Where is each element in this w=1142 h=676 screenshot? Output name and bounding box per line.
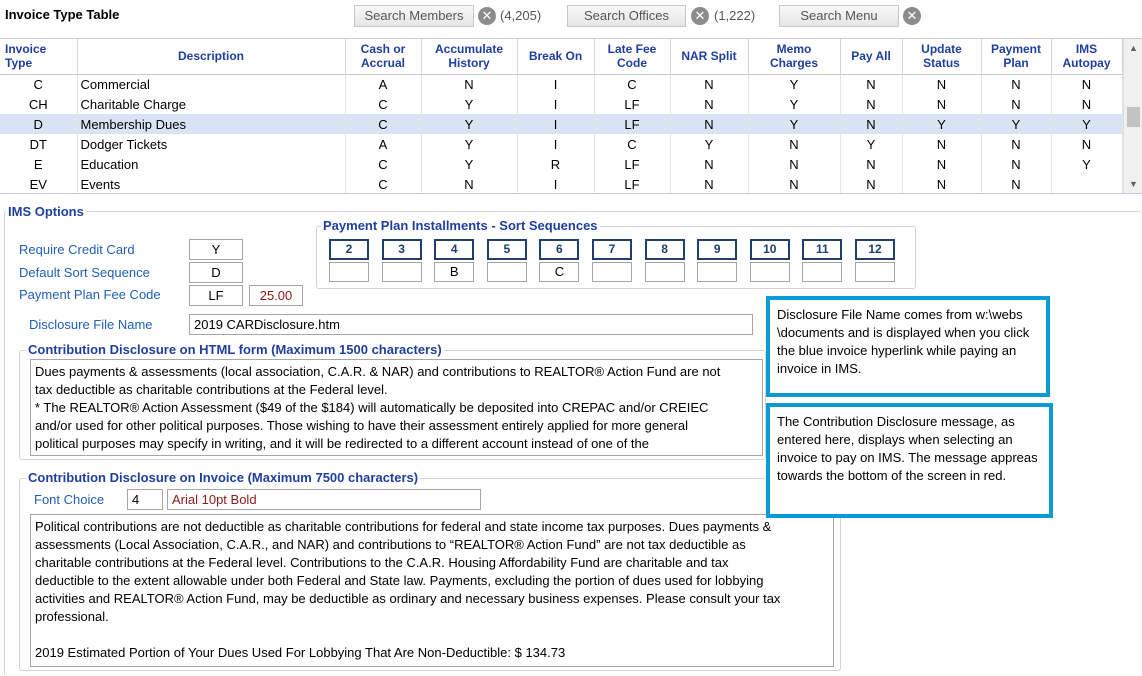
column-header[interactable]: NAR Split	[670, 39, 748, 74]
search-members-button[interactable]: Search Members	[354, 5, 474, 27]
table-cell: LF	[594, 114, 670, 134]
font-choice-number[interactable]: 4	[127, 489, 163, 510]
require-credit-card-input[interactable]: Y	[189, 239, 243, 260]
table-cell: Y	[748, 74, 840, 94]
search-menu-button[interactable]: Search Menu	[779, 5, 899, 27]
table-cell: N	[421, 74, 517, 94]
members-count: (4,205)	[500, 8, 542, 23]
table-row[interactable]	[0, 134, 1122, 154]
invoice-disclosure-line: Political contributions are not deductible as charitable contributions for federal and state income tax purposes. Dues payments &	[35, 519, 772, 534]
table-cell: N	[981, 174, 1051, 194]
invoice-type-grid	[0, 38, 1142, 194]
installment-number: 8	[645, 239, 685, 260]
table-cell: N	[840, 74, 902, 94]
table-cell: Y	[421, 94, 517, 114]
table-cell: N	[670, 174, 748, 194]
table-cell: N	[1051, 94, 1122, 114]
invoice-type-table	[0, 39, 1123, 194]
table-cell: N	[902, 94, 981, 114]
default-sort-input[interactable]: D	[189, 262, 243, 283]
invoice-disclosure-line: activities and REALTOR® Action Fund, may be deductible as ordinary and necessary business expenses. Please consult your tax	[35, 591, 781, 606]
table-cell: N	[840, 174, 902, 194]
table-cell: N	[670, 154, 748, 174]
column-header[interactable]: Invoice Type	[0, 39, 77, 74]
table-cell: D	[0, 114, 77, 134]
table-cell: LF	[594, 154, 670, 174]
table-cell: C	[0, 74, 77, 94]
table-row[interactable]	[0, 154, 1122, 174]
installment-sort-input[interactable]: C	[539, 262, 579, 282]
fee-amount-input[interactable]: 25.00	[249, 285, 303, 306]
table-cell: A	[345, 74, 421, 94]
table-cell: C	[345, 114, 421, 134]
scroll-up-icon[interactable]: ▲	[1129, 43, 1138, 53]
invoice-disclosure-line: deductible to the extent allowable under both Federal and State law. Payments, excluding the portion of dues used for lobbying	[35, 573, 764, 588]
invoice-disclosure-label: Contribution Disclosure on Invoice (Maximum 7500 characters)	[28, 470, 419, 485]
table-cell: N	[981, 74, 1051, 94]
installment-number: 7	[592, 239, 632, 260]
installment-number: 6	[539, 239, 579, 260]
table-row[interactable]	[0, 174, 1122, 194]
font-choice-label: Font Choice	[34, 492, 105, 507]
installment-number: 11	[802, 239, 842, 260]
column-header[interactable]: Cash or Accrual	[345, 39, 421, 74]
html-disclosure-textarea[interactable]	[30, 359, 763, 456]
table-cell: DT	[0, 134, 77, 154]
default-sort-label: Default Sort Sequence	[19, 265, 150, 280]
installment-sort-input[interactable]	[750, 262, 790, 282]
installment-sort-input[interactable]: B	[434, 262, 474, 282]
installment-number: 9	[697, 239, 737, 260]
fee-code-label: Payment Plan Fee Code	[19, 287, 161, 302]
clear-menu-close-icon[interactable]: ✕	[903, 7, 921, 25]
scroll-down-icon[interactable]: ▼	[1129, 179, 1138, 189]
table-cell: A	[345, 134, 421, 154]
table-cell: N	[902, 174, 981, 194]
installments-label: Payment Plan Installments - Sort Sequences	[323, 218, 598, 233]
contribution-message-callout: The Contribution Disclosure message, as entered here, displays when selecting an invoice to pay on IMS. The message appreas towards the bottom of the screen in red.	[766, 403, 1053, 518]
page-title: Invoice Type Table	[5, 7, 120, 22]
installment-number: 12	[855, 239, 895, 260]
table-cell: C	[345, 154, 421, 174]
installment-number: 4	[434, 239, 474, 260]
table-cell: Y	[902, 114, 981, 134]
clear-offices-close-icon[interactable]: ✕	[691, 7, 709, 25]
table-cell: N	[902, 134, 981, 154]
table-cell: N	[1051, 74, 1122, 94]
installment-sort-input[interactable]	[382, 262, 422, 282]
table-cell: LF	[594, 174, 670, 194]
table-cell: N	[902, 154, 981, 174]
html-disclosure-label: Contribution Disclosure on HTML form (Maximum 1500 characters)	[28, 342, 442, 357]
invoice-disclosure-blank-line	[35, 626, 829, 644]
invoice-disclosure-line: assessments (Local Association, C.A.R., and NAR) and contributions to “REALTOR® Action Fund” are not tax deductible as	[35, 537, 746, 552]
installment-number: 5	[487, 239, 527, 260]
table-cell: Y	[1051, 154, 1122, 174]
table-cell: Commercial	[77, 74, 345, 94]
table-cell: C	[594, 74, 670, 94]
table-cell: N	[902, 74, 981, 94]
table-cell: N	[840, 154, 902, 174]
invoice-disclosure-line: professional.	[35, 609, 109, 624]
table-cell: I	[517, 114, 594, 134]
top-bar	[0, 0, 1142, 34]
html-disclosure-line: * The REALTOR® Action Assessment ($49 of the $184) will automatically be deposited into CREPAC and/or CREIEC	[35, 400, 709, 415]
table-cell: N	[670, 94, 748, 114]
table-cell: I	[517, 174, 594, 194]
installment-number: 3	[382, 239, 422, 260]
table-cell: Charitable Charge	[77, 94, 345, 114]
table-cell: C	[345, 94, 421, 114]
table-cell: N	[748, 134, 840, 154]
table-cell: N	[670, 74, 748, 94]
table-cell: I	[517, 134, 594, 154]
table-cell	[1051, 174, 1122, 194]
table-cell: LF	[594, 94, 670, 114]
font-choice-name[interactable]: Arial 10pt Bold	[167, 489, 481, 510]
table-cell: N	[981, 154, 1051, 174]
table-row[interactable]	[0, 74, 1122, 94]
scroll-thumb[interactable]	[1127, 107, 1140, 127]
column-header[interactable]: IMS Autopay	[1051, 39, 1122, 74]
invoice-disclosure-line: charitable contributions at the Federal level. Contributions to the C.A.R. Housing Affordability Fund are charitable and tax	[35, 555, 729, 570]
column-header[interactable]: Update Status	[902, 39, 981, 74]
grid-scrollbar[interactable]	[1123, 39, 1142, 193]
table-cell: R	[517, 154, 594, 174]
installment-sort-input[interactable]	[697, 262, 737, 282]
offices-count: (1,222)	[714, 8, 756, 23]
table-cell: N	[421, 174, 517, 194]
disclosure-file-callout: Disclosure File Name comes from w:\webs \documents and is displayed when you click the blue invoice hyperlink while paying an invoice in IMS.	[766, 296, 1050, 397]
table-cell: E	[0, 154, 77, 174]
column-header[interactable]: Pay All	[840, 39, 902, 74]
table-cell: I	[517, 94, 594, 114]
invoice-disclosure-line: 2019 Estimated Portion of Your Dues Used For Lobbying That Are Non-Deductible: $ 134.73	[35, 645, 566, 660]
table-cell: Y	[670, 134, 748, 154]
table-row[interactable]	[0, 114, 1122, 134]
invoice-disclosure-textarea[interactable]	[30, 514, 834, 667]
table-cell: N	[981, 134, 1051, 154]
table-cell: N	[840, 114, 902, 134]
table-cell: Membership Dues	[77, 114, 345, 134]
column-header[interactable]: Accumulate History	[421, 39, 517, 74]
installment-sort-input[interactable]	[855, 262, 895, 282]
table-cell: N	[670, 114, 748, 134]
column-header[interactable]: Description	[77, 39, 345, 74]
search-offices-button[interactable]: Search Offices	[567, 5, 686, 27]
table-cell: Y	[981, 114, 1051, 134]
installment-sort-input[interactable]	[487, 262, 527, 282]
table-cell: CH	[0, 94, 77, 114]
column-header[interactable]: Memo Charges	[748, 39, 840, 74]
table-cell: N	[981, 94, 1051, 114]
table-row[interactable]	[0, 94, 1122, 114]
html-disclosure-line: tax deductible as charitable contributions at the Federal level.	[35, 382, 388, 397]
table-cell: Y	[1051, 114, 1122, 134]
column-header[interactable]: Payment Plan	[981, 39, 1051, 74]
table-cell: C	[345, 174, 421, 194]
table-cell: N	[840, 94, 902, 114]
table-cell: Y	[421, 134, 517, 154]
table-cell: C	[594, 134, 670, 154]
installment-sort-input[interactable]	[592, 262, 632, 282]
table-cell: Education	[77, 154, 345, 174]
table-cell: EV	[0, 174, 77, 194]
table-cell: Dodger Tickets	[77, 134, 345, 154]
table-cell: N	[1051, 134, 1122, 154]
ims-options-label: IMS Options	[8, 204, 84, 219]
table-cell: N	[748, 154, 840, 174]
installment-sort-input[interactable]	[329, 262, 369, 282]
installment-number: 2	[329, 239, 369, 260]
installment-number: 10	[750, 239, 790, 260]
column-header[interactable]: Break On	[517, 39, 594, 74]
table-cell: Y	[748, 114, 840, 134]
html-disclosure-line: political purposes may specify in writing, and it will be redirected to a different account instead of one of the	[35, 436, 649, 451]
table-cell: Y	[748, 94, 840, 114]
html-disclosure-line: and/or used for other political purposes. Those wishing to have their assessment entirely applied for more general	[35, 418, 689, 433]
column-header[interactable]: Late Fee Code	[594, 39, 670, 74]
fee-code-input[interactable]: LF	[189, 285, 243, 306]
clear-members-close-icon[interactable]: ✕	[478, 7, 496, 25]
table-cell: Y	[421, 114, 517, 134]
table-cell: Events	[77, 174, 345, 194]
table-cell: I	[517, 74, 594, 94]
installment-sort-input[interactable]	[645, 262, 685, 282]
disclosure-file-label: Disclosure File Name	[29, 317, 153, 332]
installment-sort-input[interactable]	[802, 262, 842, 282]
require-credit-card-label: Require Credit Card	[19, 242, 135, 257]
table-cell: Y	[840, 134, 902, 154]
disclosure-file-input[interactable]: 2019 CARDisclosure.htm	[189, 314, 753, 335]
table-cell: N	[748, 174, 840, 194]
table-cell: Y	[421, 154, 517, 174]
html-disclosure-line: Dues payments & assessments (local association, C.A.R. & NAR) and contributions to REALTOR® Action Fund are not	[35, 364, 721, 379]
